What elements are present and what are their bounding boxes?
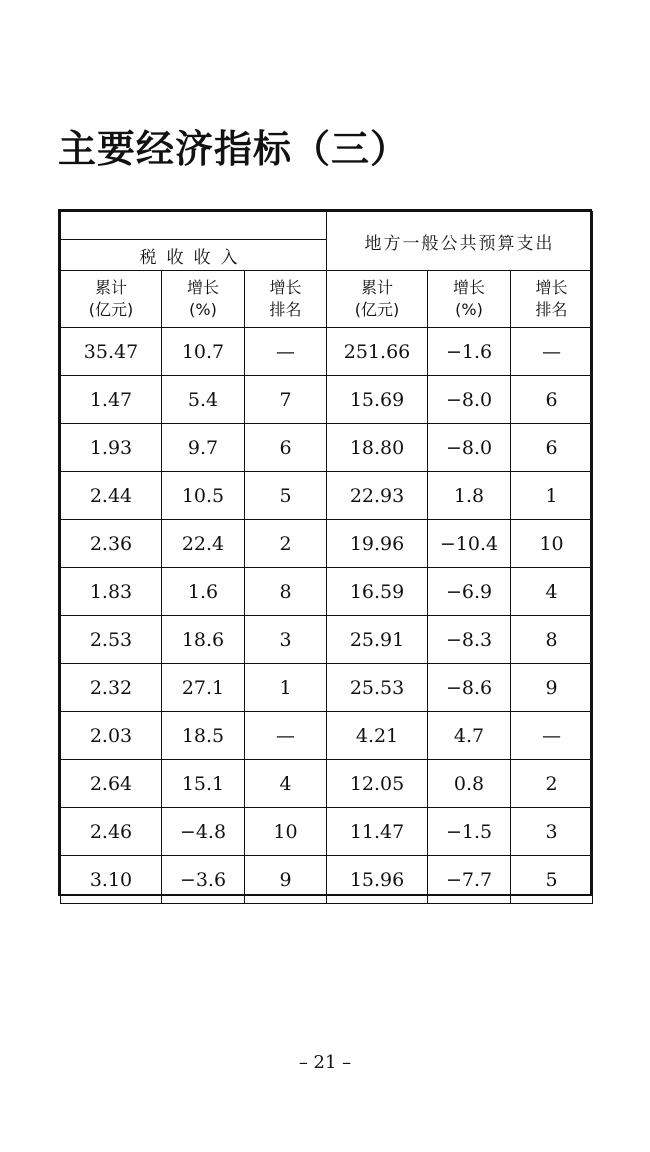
table-cell: 3 [511, 808, 593, 856]
table-row [61, 760, 593, 808]
table-cell: 3.10 [61, 856, 162, 904]
page-title: 主要经济指标（三） [58, 126, 410, 171]
table-cell: 9 [245, 856, 327, 904]
table-cell: 6 [245, 424, 327, 472]
table-cell: 2.32 [61, 664, 162, 712]
table-cell: 25.53 [327, 664, 428, 712]
table-cell: 251.66 [327, 328, 428, 376]
table-cell: 8 [245, 568, 327, 616]
table-cell: 5 [511, 856, 593, 904]
table-cell: 18.6 [162, 616, 245, 664]
sub-header-row [61, 271, 593, 328]
table-cell: 7 [245, 376, 327, 424]
table-cell: 19.96 [327, 520, 428, 568]
table-cell: 15.69 [327, 376, 428, 424]
table-cell: −8.3 [428, 616, 511, 664]
table-cell: −1.5 [428, 808, 511, 856]
table-cell: 8 [511, 616, 593, 664]
table-cell: 10.7 [162, 328, 245, 376]
table-row [61, 808, 593, 856]
table-cell: 10 [511, 520, 593, 568]
table-cell: −1.6 [428, 328, 511, 376]
table-cell: 1 [511, 472, 593, 520]
table-cell: 22.93 [327, 472, 428, 520]
table-cell: 1 [245, 664, 327, 712]
table-row [61, 664, 593, 712]
table-cell: 15.96 [327, 856, 428, 904]
table-cell: −10.4 [428, 520, 511, 568]
table-cell: −8.0 [428, 376, 511, 424]
table-cell: — [245, 712, 327, 760]
table-cell: 15.1 [162, 760, 245, 808]
table-cell: 18.80 [327, 424, 428, 472]
table-cell: 4.21 [327, 712, 428, 760]
table-cell: 2.53 [61, 616, 162, 664]
table-cell: −7.7 [428, 856, 511, 904]
table-cell: 6 [511, 376, 593, 424]
table-row [61, 472, 593, 520]
group-header-expenditure: 地方一般公共预算支出 [327, 212, 593, 271]
table-cell: 2.46 [61, 808, 162, 856]
sub-header-cell: 增长 排名 [511, 271, 593, 328]
table-cell: 16.59 [327, 568, 428, 616]
table-cell: 1.8 [428, 472, 511, 520]
page-number: – 21 – [298, 1052, 352, 1073]
table-cell: 1.6 [162, 568, 245, 616]
table-cell: 4.7 [428, 712, 511, 760]
sub-header-cell: 增长 (%) [162, 271, 245, 328]
table-cell: 2.03 [61, 712, 162, 760]
table-row [61, 376, 593, 424]
table-cell: 22.4 [162, 520, 245, 568]
table-cell: 1.83 [61, 568, 162, 616]
table-cell: −6.9 [428, 568, 511, 616]
group-header-tax-revenue: 税收收入 [61, 240, 327, 271]
table-cell: 10 [245, 808, 327, 856]
table-cell: — [511, 328, 593, 376]
table-row [61, 424, 593, 472]
sub-header-cell: 累计 (亿元) [327, 271, 428, 328]
table-cell: 11.47 [327, 808, 428, 856]
table-cell: −3.6 [162, 856, 245, 904]
table-cell: — [245, 328, 327, 376]
table-cell: 2.36 [61, 520, 162, 568]
table-cell: 5.4 [162, 376, 245, 424]
sub-header-cell: 增长 排名 [245, 271, 327, 328]
table-cell: 4 [245, 760, 327, 808]
table-cell: 2.44 [61, 472, 162, 520]
table-cell: 9 [511, 664, 593, 712]
blank-header-cell [61, 212, 327, 240]
table-row [61, 568, 593, 616]
table-cell: 27.1 [162, 664, 245, 712]
economic-indicators-table [58, 209, 592, 896]
table-row [61, 328, 593, 376]
table-cell: 3 [245, 616, 327, 664]
table-cell: 25.91 [327, 616, 428, 664]
table-row [61, 616, 593, 664]
sub-header-cell: 增长 (%) [428, 271, 511, 328]
table-cell: 1.47 [61, 376, 162, 424]
table-cell: 4 [511, 568, 593, 616]
table-cell: −8.0 [428, 424, 511, 472]
table-cell: 0.8 [428, 760, 511, 808]
sub-header-cell: 累计 (亿元) [61, 271, 162, 328]
table-cell: 6 [511, 424, 593, 472]
table-row [61, 712, 593, 760]
table-cell: 2 [511, 760, 593, 808]
table-cell: — [511, 712, 593, 760]
table-cell: −4.8 [162, 808, 245, 856]
table-cell: 35.47 [61, 328, 162, 376]
table-cell: 5 [245, 472, 327, 520]
table-cell: 2.64 [61, 760, 162, 808]
table-cell: 1.93 [61, 424, 162, 472]
table-cell: 2 [245, 520, 327, 568]
table-cell: 9.7 [162, 424, 245, 472]
table-cell: 18.5 [162, 712, 245, 760]
table-row [61, 520, 593, 568]
table-cell: 10.5 [162, 472, 245, 520]
table-cell: 12.05 [327, 760, 428, 808]
table-row [61, 856, 593, 904]
table-cell: −8.6 [428, 664, 511, 712]
